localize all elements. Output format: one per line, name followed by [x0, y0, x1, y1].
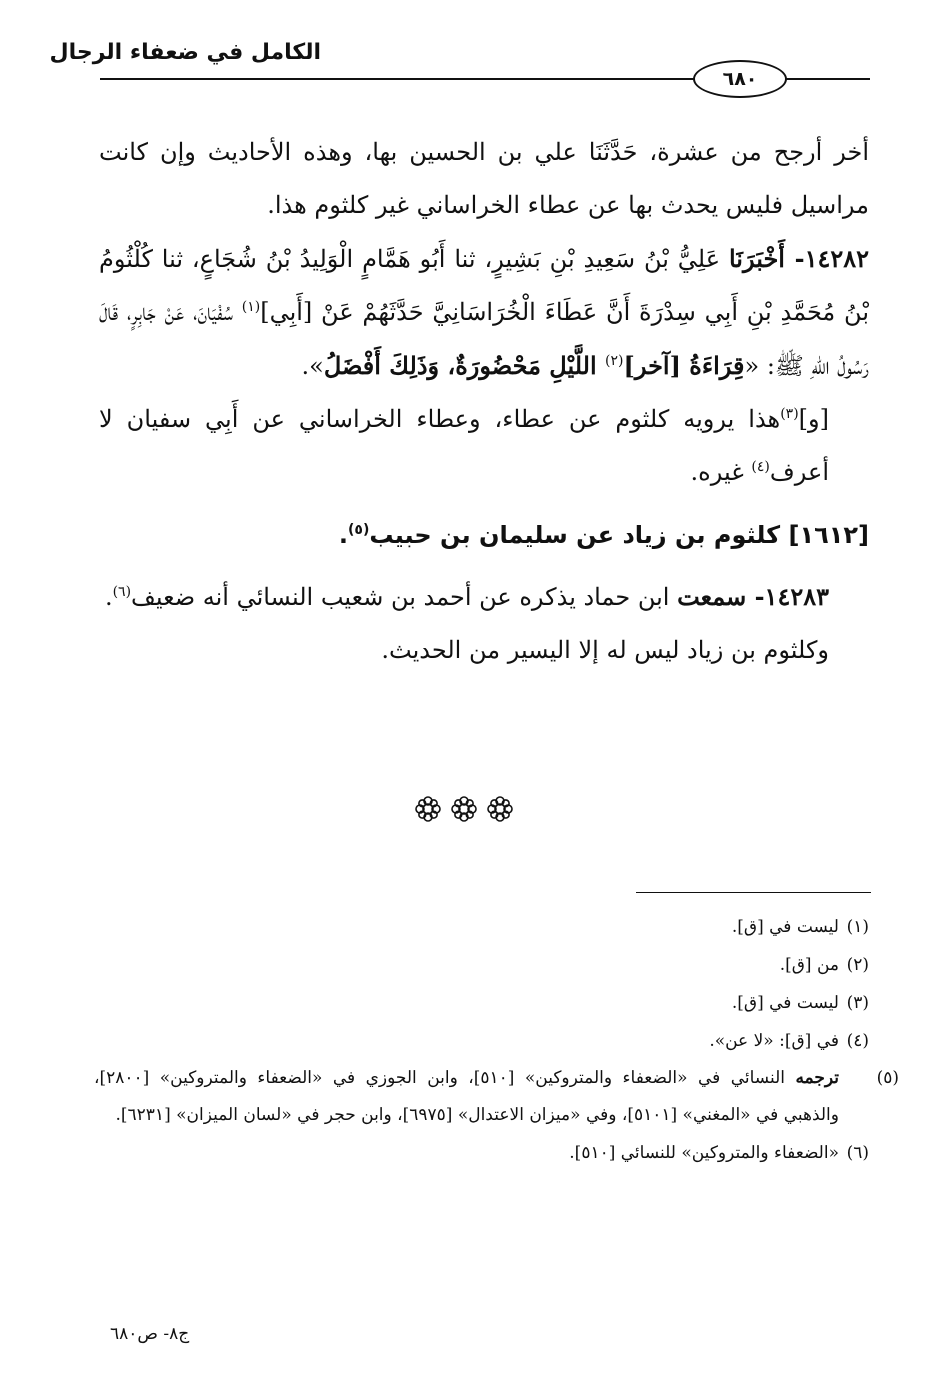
footnote-6 [94, 1134, 869, 1172]
bracket-waw: [و] [798, 405, 829, 433]
footnote-text: من [ق]. [779, 955, 839, 975]
hadith-14283 [99, 570, 869, 624]
statement-text: ابن حماد يذكره عن أحمد بن شعيب النسائي أنه ضعيف [131, 583, 678, 611]
matn-bold-1: قِرَاءَةُ [آخر] [623, 351, 745, 380]
entry-heading-end: . [338, 521, 348, 549]
flower-ornament-icon [450, 795, 478, 823]
footnote-number: (٤) [846, 1031, 869, 1051]
entry-heading-text: [١٦١٢] كلثوم بن زياد عن سليمان بن حبيب [369, 521, 869, 549]
closing-paragraph: وكلثوم بن زياد ليس له إلا اليسير من الحديث. [381, 636, 829, 664]
footnote-number: (٦) [846, 1143, 869, 1163]
footnote-ref-3[interactable]: (٣) [780, 406, 799, 422]
footnote-number: (١) [846, 917, 869, 937]
footnote-2 [94, 946, 869, 984]
matn-close: ». [301, 352, 324, 380]
comment-text: هذا يرويه كلثوم عن عطاء، وعطاء الخراساني عن أَبِي سفيان لا أعرف [99, 405, 829, 486]
footnote-separator [636, 892, 871, 893]
footnote-text: النسائي في «الضعفاء والمتروكين» [٥١٠]، وابن الجوزي في «الضعفاء والمتروكين» [٢٨٠٠]، والذهبي في «المغني» [٥١٠١]، وفي «ميزان الاعتدال» [٦٩٧٥]، وابن حجر في «لسان الميزان» [٦٢٣١]. [94, 1068, 839, 1125]
footnote-number: (٣) [846, 993, 869, 1013]
footnote-5 [94, 1060, 899, 1134]
footnotes [94, 908, 899, 1172]
footnote-text: «الضعفاء والمتروكين» للنسائي [٥١٠]. [569, 1143, 839, 1163]
footnote-text: في [ق]: «لا عن». [709, 1031, 839, 1051]
section-divider-ornament [414, 795, 514, 823]
footnote-ref-2[interactable]: (٢) [605, 353, 624, 369]
entry-heading [99, 509, 869, 562]
comment-end: غيره. [690, 458, 752, 486]
flower-ornament-icon [486, 795, 514, 823]
paragraph-3 [99, 393, 869, 499]
running-header-title: الكامل في ضعفاء الرجال [49, 40, 321, 65]
footnote-ref-1[interactable]: (١) [241, 299, 261, 315]
footnote-ref-5[interactable]: (٥) [347, 522, 370, 538]
footnote-number: (٢) [846, 955, 869, 975]
footnote-text: ليست في [ق]. [731, 917, 839, 937]
footnote-number: (٥) [876, 1068, 899, 1088]
footnote-1 [94, 908, 869, 946]
flower-ornament-icon [414, 795, 442, 823]
statement-end: . [104, 583, 113, 611]
hadith-14282 [99, 232, 869, 393]
matn-bold-2: اللَّيْلِ مَحْضُورَةٌ، وَذَلِكَ أَفْضَلُ [323, 351, 605, 380]
main-text [99, 126, 869, 677]
paragraph-1: أخر أرجح من عشرة، حَدَّثَنَا علي بن الحسين بها، وهذه الأحاديث وإن كانت مراسيل فليس يحدث بها عن عطاء الخراساني غير كلثوم هذا. [99, 138, 869, 219]
footnote-4 [94, 1022, 869, 1060]
volume-page-reference: ج٨- ص٦٨٠ [110, 1324, 190, 1344]
isnad-text: عَلِيُّ بْنُ سَعِيدِ بْنِ بَشِيرٍ، ثنا أَبُو هَمَّامٍ الْوَلِيدُ بْنُ شُجَاعٍ، ثنا كُلْثُومُ بْنُ مُحَمَّدِ بْنِ أَبِي سِدْرَةَ أَنَّ عَطَاءَ الْخُرَاسَانِيَّ حَدَّثَهُمْ عَنْ [أَبِي] [99, 245, 870, 326]
footnote-bold-word: ترجمه [795, 1068, 839, 1088]
isnad-text-cont: سُفْيَانَ، عَنْ جَابِرٍ، قَالَ رَسُولُ اللهِ ﷺ: « [99, 298, 869, 380]
hadith-number-lead: ١٤٢٨٢- أَخْبَرَنَا [728, 244, 870, 273]
footnote-3 [94, 984, 869, 1022]
footnote-ref-6[interactable]: (٦) [112, 584, 132, 600]
page-number-badge: ٦٨٠ [693, 60, 787, 98]
hadith-number-lead-2: ١٤٢٨٣- سمعت [677, 582, 829, 611]
footnote-text: ليست في [ق]. [731, 993, 839, 1013]
footnote-ref-4[interactable]: (٤) [751, 459, 770, 475]
